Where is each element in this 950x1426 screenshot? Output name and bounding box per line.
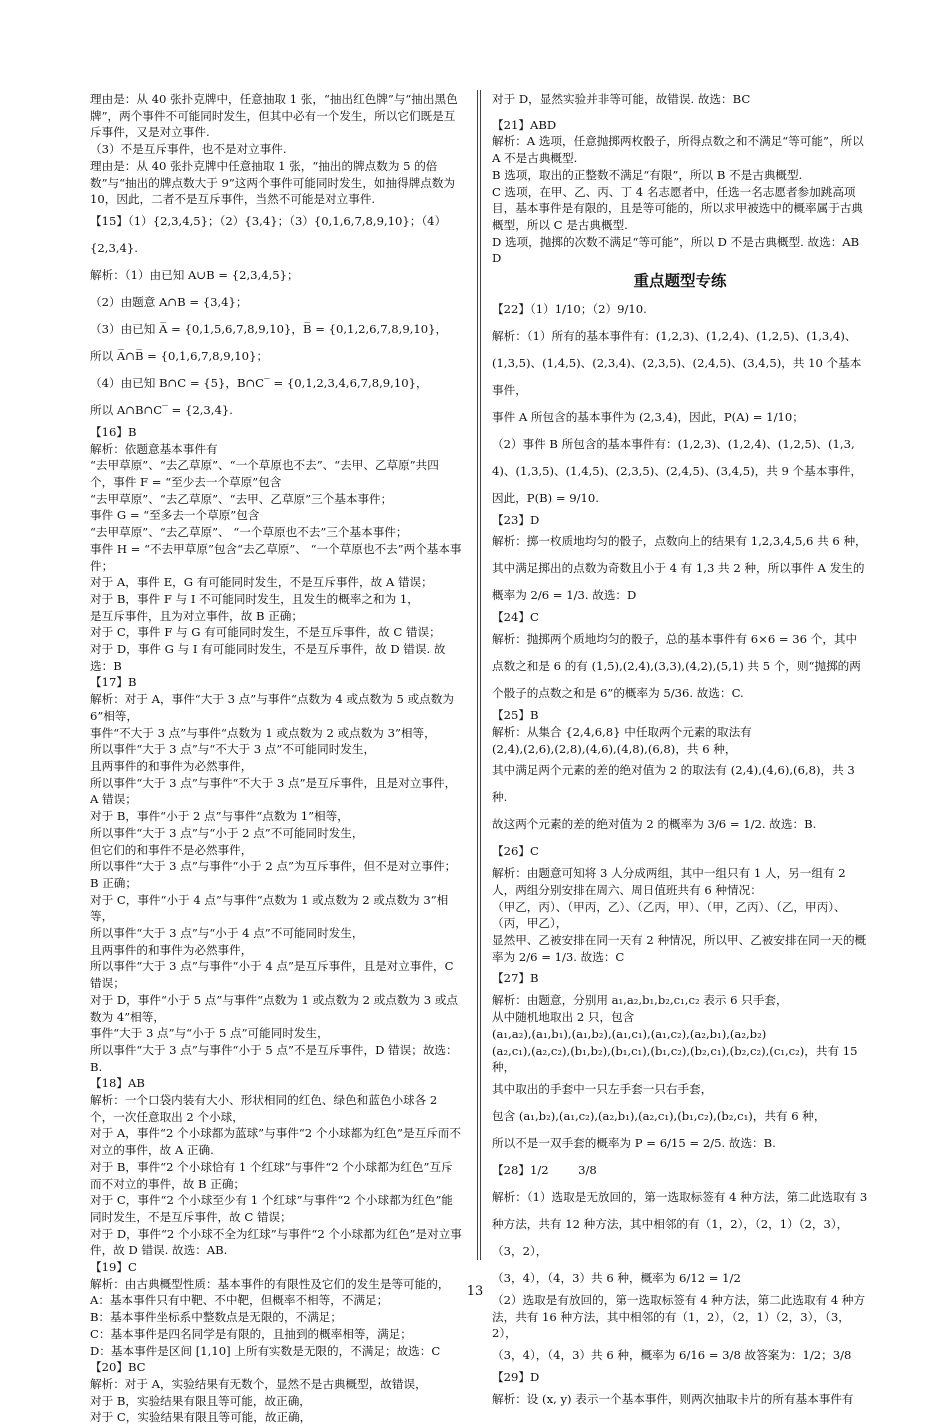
paragraph: （2）选取是有放回的，第一选取标签有 4 种方法，第二此选取有 4 种方法，共有 16 种方法，其中相邻的有（1，2），（2，1）（2，3），（3，2）， (492, 1292, 866, 1341)
paragraph: 解析：由题意，分别用 a₁,a₂,b₁,b₂,c₁,c₂ 表示 6 只手套， (492, 993, 788, 1008)
paragraph: 【20】BC (90, 1360, 146, 1375)
paragraph: （甲乙，丙）、（甲丙，乙）、（乙丙，甲）、（甲，乙丙）、（乙，甲丙）、（丙，甲乙）， (492, 899, 846, 931)
paragraph: 【24】C (492, 610, 539, 625)
paragraph: （3）由已知 A̅ = {0,1,5,6,7,8,9,10}，B̅ = {0,1,2,6,7,8,9,10}， (90, 321, 448, 336)
paragraph: 对于 A，事件“2 个小球都为蓝球”与事件“2 个小球都为红色”是互斥而不对立的事件，故 A 正确. (90, 1126, 461, 1158)
paragraph: 解析：由题意可知将 3 人分成两组，其中一组只有 1 人，另一组有 2 人，两组分别安排在周六、周日值班共有 6 种情况： (492, 866, 850, 897)
paragraph: 包含 (a₁,b₂),(a₁,c₂),(a₂,b₁),(a₂,c₁),(b₁,c₂),(b₂,c₁)，共有 6 种， (492, 1108, 826, 1123)
paragraph: 【22】（1）1/10；（2）9/10. (492, 301, 647, 316)
paragraph: （3）不是互斥事件，也不是对立事件. (90, 142, 287, 157)
paragraph: A：基本事件只有中靶、不中靶，但概率不相等，不满足； (90, 1293, 389, 1308)
paragraph: 所以事件“大于 3 点”与事件“小于 2 点”为互斥事件，但不是对立事件；B 正确； (90, 859, 457, 890)
paragraph: 对于 C，事件“小于 4 点”与事件“点数为 1 或点数为 2 或点数为 3”相等， (90, 892, 449, 924)
paragraph: 【25】B (492, 708, 539, 723)
paragraph: 解析：（1）选取是无放回的，第一选取标签有 4 种方法，第二此选取有 3 种方法，共有 12 种方法，其中相邻的有（1，2），（2，1）（2，3），（3，2）， (492, 1189, 871, 1258)
paragraph: 对于 C，事件 F 与 G 有可能同时发生，不是互斥事件，故 C 错误； (90, 625, 441, 640)
page-number: 13 (466, 1284, 484, 1299)
paragraph: 解析：（1）所有的基本事件有：(1,2,3)、(1,2,4)、(1,2,5)、(1,3,4)、(1,3,5)、(1,4,5)、(2,3,4)、(2,3,5)、(2,4,5)、(3,4,5)，共 10 个基本事件， (492, 328, 862, 397)
paragraph: 【18】AB (90, 1076, 145, 1091)
paragraph: 解析：A 选项，任意抛掷两枚骰子，所得点数之和不满足“等可能”，所以 A 不是古典概型. (492, 134, 868, 166)
paragraph: 【19】C (90, 1260, 137, 1275)
paragraph: (2,4),(2,6),(2,8),(4,6),(4,8),(6,8)，共 6 种， (492, 741, 737, 756)
right-column-bottom (492, 296, 871, 1413)
paragraph: 事件 A 所包含的基本事件为 (2,3,4)，因此，P(A) = 1/10； (492, 409, 804, 424)
paragraph: 【27】B (492, 971, 539, 986)
paragraph: 对于 D，事件“2 个小球不全为红球”与事件“2 个小球都为红色”是对立事件，故 D 错误. 故选：AB. (90, 1226, 462, 1258)
paragraph: （2）由题意 A∩B = {3,4}； (90, 294, 248, 309)
paragraph: 对于 B，事件 F 与 I 不可能同时发生，且发生的概率之和为 1， (90, 591, 419, 606)
paragraph: B：基本事件坐标系中整数点是无限的，不满足； (90, 1310, 342, 1325)
paragraph: 解析：一个口袋内装有大小、形状相同的红色、绿色和蓝色小球各 2 个，一次任意取出 2 个小球， (90, 1093, 441, 1124)
paragraph: 所以事件“大于 3 点”与事件“小于 4 点”是互斥事件，且是对立事件，C 错误； (90, 959, 458, 991)
right-column (492, 91, 871, 1413)
paragraph: （4）由已知 B∩C = {5}，B∩C‾ = {0,1,2,3,4,6,7,8,9,10}， (90, 375, 428, 390)
paragraph: 解析：对于 A，事件“大于 3 点”与事件“点数为 4 或点数为 5 或点数为 6”相等， (90, 692, 458, 723)
paragraph: 从中随机地取出 2 只，包含 (492, 1010, 635, 1025)
paragraph: D：基本事件是区间 [1,10] 上所有实数是无限的，不满足；故选：C (90, 1343, 441, 1358)
paragraph: 对于 C，实验结果有限且等可能，故正确， (90, 1410, 312, 1425)
paragraph: （2）事件 B 所包含的基本事件有：(1,2,3)、(1,2,4)、(1,2,5)、(1,3,4)、(1,3,5)、(1,4,5)、(2,3,5)、(2,4,5)、(3,4,5)，共 9 个基本事件，因此，P(B) = 9/10. (492, 436, 863, 505)
paragraph: 所以 A∩B∩C‾ = {2,3,4}. (90, 402, 233, 417)
paragraph: 但它们的和事件不是必然事件， (90, 842, 253, 857)
paragraph: 事件“不大于 3 点”与事件“点数为 1 或点数为 2 或点数为 3”相等， (90, 725, 436, 740)
paragraph: B 选项，取出的正整数不满足“有限”，所以 B 不是古典概型. (492, 167, 803, 182)
paragraph: C 选项，在甲、乙、丙、丁 4 名志愿者中，任选一名志愿者参加跳高项目，基本事件是有限的，且是等可能的，所以求甲被选中的概率属于古典概型，所以 C 是古典概型. (492, 184, 864, 232)
paragraph: 【21】ABD (492, 117, 557, 132)
paragraph: 对于 B，事件“2 个小球恰有 1 个红球”与事件“2 个小球都为红色”互斥而不对立的事件，故 B 正确； (90, 1159, 453, 1191)
paragraph: 其中满足两个元素的差的绝对值为 2 的取法有 (2,4),(4,6),(6,8)，共 3 种. (492, 763, 859, 805)
paragraph: 【28】1/2 3/8 (492, 1162, 597, 1177)
paragraph: 【26】C (492, 844, 539, 859)
paragraph: 【29】D (492, 1370, 540, 1385)
paragraph: 理由是：从 40 张扑克牌中，任意抽取 1 张，“抽出红色牌”与“抽出黑色牌”，两个事件不可能同时发生，但其中必有一个发生，所以它们既是互斥事件，又是对立事件. (90, 92, 458, 140)
column-divider (477, 90, 478, 1260)
paragraph: 所以 A̅∩B̅ = {0,1,6,7,8,9,10}； (90, 348, 269, 363)
paragraph: (a₁,a₂),(a₁,b₁),(a₁,b₂),(a₁,c₁),(a₁,c₂),(a₂,b₁),(a₂,b₂) (492, 1026, 767, 1041)
paragraph: 事件 G = “至多去一个草原”包含 (90, 508, 260, 523)
paragraph: “去甲草原”、“去乙草原”、“去甲、乙草原”三个基本事件； (90, 491, 393, 506)
paragraph: （3，4），（4，3）共 6 种，概率为 6/16 = 3/8 故答案为：1/2；3/8 (492, 1348, 852, 1363)
paragraph: 是互斥事件，且为对立事件，故 B 正确； (90, 608, 303, 623)
paragraph: 所以事件“大于 3 点”与“小于 2 点”不可能同时发生， (90, 825, 364, 840)
paragraph: 【15】（1）{2,3,4,5}；（2）{3,4}；（3）{0,1,6,7,8,9,10}；（4）{2,3,4}. (90, 213, 447, 255)
paragraph: 解析：依题意基本事件有 (90, 441, 218, 456)
paragraph: 对于 D，显然实验并非等可能，故错误. 故选：BC (492, 92, 751, 106)
paragraph: 所以事件“大于 3 点”与“不大于 3 点”不可能同时发生， (90, 742, 376, 757)
paragraph: 对于 D，事件“小于 5 点”与事件“点数为 1 或点数为 2 或点数为 3 或点数为 4”相等， (90, 992, 459, 1024)
paragraph: 显然甲、乙被安排在同一天有 2 种情况，所以甲、乙被安排在同一天的概率为 2/6 = 1/3. 故选：C (492, 933, 867, 964)
right-column-top (492, 91, 868, 267)
paragraph: 【16】B (90, 424, 137, 439)
paragraph: 解析：对于 A，实验结果有无数个，显然不是古典概型，故错误， (90, 1377, 427, 1391)
paragraph: 解析：（1）由已知 A∪B = {2,3,4,5}； (90, 267, 299, 282)
paragraph: 解析：从集合 {2,4,6,8} 中任取两个元素的取法有 (492, 724, 752, 739)
paragraph: 对于 C，事件“2 个小球至少有 1 个红球”与事件“2 个小球都为红色”能同时发生，不是互斥事件，故 C 错误； (90, 1193, 453, 1224)
paragraph: 故这两个元素的差的绝对值为 2 的概率为 3/6 = 1/2. 故选：B. (492, 817, 817, 832)
paragraph: 【17】B (90, 675, 137, 690)
section-title: 重点题型专练 (633, 272, 727, 291)
paragraph: D 选项，抛掷的次数不满足“等可能”，所以 D 不是古典概型. 故选：ABD (492, 234, 860, 266)
paragraph: 解析：掷一枚质地均匀的骰子，点数向上的结果有 1,2,3,4,5,6 共 6 种，其中满足掷出的点数为奇数且小于 4 有 1,3 共 2 种，所以事件 A 发生的概率为 2/6 = 1/3. 故选：D (492, 534, 867, 603)
paragraph: 解析：由古典概型性质：基本事件的有限性及它们的发生是等可能的， (90, 1276, 450, 1291)
paragraph: “去甲草原”、“去乙草原”、“一个草原也不去”、“去甲、乙草原”共四个，事件 F = “至少去一个草原”包含 (90, 458, 439, 490)
paragraph: 所以事件“大于 3 点”与事件“小于 5 点”不是互斥事件，D 错误；故选：B. (90, 1042, 458, 1074)
left-column (90, 91, 462, 1426)
paragraph: 解析：抛掷两个质地均匀的骰子，总的基本事件有 6×6 = 36 个，其中点数之和是 6 的有 (1,5),(2,4),(3,3),(4,2),(5,1) 共 5 个，则“抛掷的两个骰子的点数之和是 6”的概率为 5/36. 故选：C. (492, 632, 861, 701)
paragraph: C：基本事件是四名同学是有限的，且抽到的概率相等，满足； (90, 1326, 412, 1341)
paragraph: (a₂,c₁),(a₂,c₂),(b₁,b₂),(b₁,c₁),(b₁,c₂),(b₂,c₁),(b₂,c₂),(c₁,c₂)，共有 15 种， (492, 1043, 862, 1075)
paragraph: 解析：设 (x, y) 表示一个基本事件，则两次抽取卡片的所有基本事件有 (492, 1391, 854, 1406)
paragraph: 且两事件的和事件为必然事件， (90, 758, 253, 773)
paragraph: 对于 B，事件“小于 2 点”与事件“点数为 1”相等， (90, 809, 349, 824)
paragraph: 所以事件“大于 3 点”与“小于 4 点”不可能同时发生， (90, 926, 364, 941)
paragraph: 所以事件“大于 3 点”与事件“不大于 3 点”是互斥事件，且是对立事件，A 错误； (90, 775, 457, 807)
paragraph: （3，4），（4，3）共 6 种，概率为 6/12 = 1/2 (492, 1270, 741, 1285)
paragraph: 事件“大于 3 点”与“小于 5 点”可能同时发生， (90, 1026, 329, 1041)
paragraph: 理由是：从 40 张扑克牌中任意抽取 1 张，“抽出的牌点数为 5 的倍数”与“抽出的牌点数大于 9”这两个事件可能同时发生，如抽得牌点数为 10，因此，二者不是互斥事件，当然不可能是对立事件. (90, 158, 459, 207)
paragraph: 且两事件的和事件为必然事件， (90, 942, 253, 957)
paragraph: 其中取出的手套中一只左手套一只右手套， (492, 1081, 713, 1096)
paragraph: 事件 H = “不去甲草原”包含“去乙草原”、 “一个草原也不去”两个基本事件； (90, 541, 462, 573)
paragraph: 对于 B，实验结果有限且等可能，故正确， (90, 1393, 311, 1408)
paragraph: “去甲草原”、“去乙草原”、 “一个草原也不去”三个基本事件； (90, 525, 408, 540)
paragraph: 对于 A，事件 E，G 有可能同时发生，不是互斥事件，故 A 错误； (90, 575, 433, 590)
paragraph: 【23】D (492, 512, 540, 527)
paragraph: 对于 D，事件 G 与 I 有可能同时发生，不是互斥事件，故 D 错误. 故选：B (90, 642, 446, 673)
paragraph: 所以不是一双手套的概率为 P = 6/15 = 2/5. 故选：B. (492, 1135, 776, 1150)
